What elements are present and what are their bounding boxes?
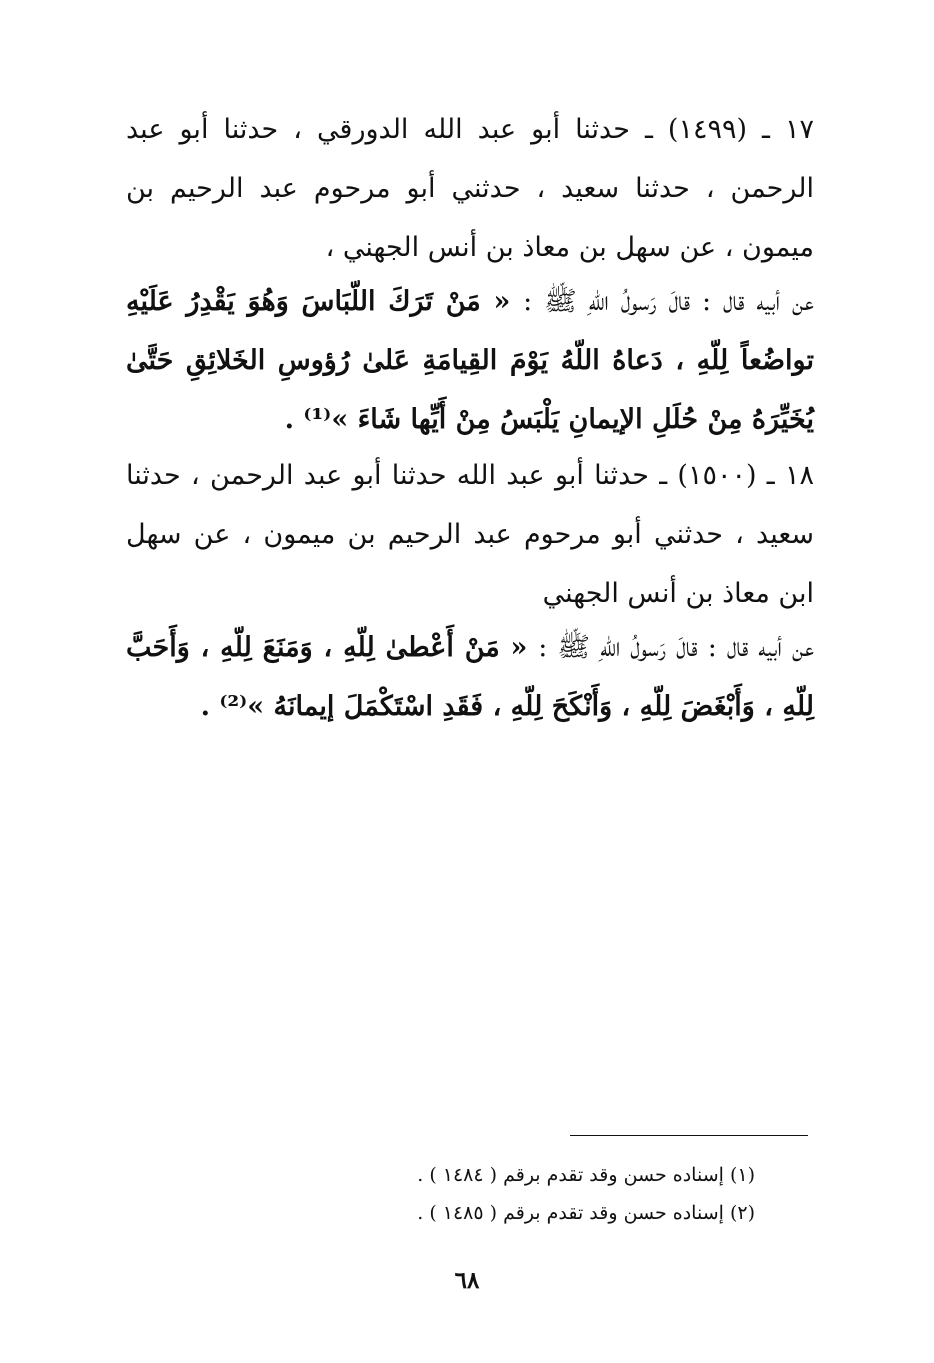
hadith-17 xyxy=(126,272,814,449)
page-number: ٦٨ xyxy=(454,1267,480,1294)
footnote-1: (١) إسناده حسن وقد تقدم برقم ( ١٤٨٤ ) . xyxy=(417,1164,755,1186)
isnad-18: ١٨ ـ (١٥٠٠) ـ حدثنا أبو عبد الله حدثنا أبو عبد الرحمن ، حدثنا سعيد ، حدثني أبو مرحوم عبد الرحيم بن ميمون ، عن سهل ابن معاذ بن أنس الجهني xyxy=(126,460,814,609)
hadith-17-text: « مَنْ تَرَكَ اللّبَاسَ وَهُوَ يَقْدِرُ عَلَيْهِ تواضُعاً لِلّهِ ، دَعاهُ اللّهُ يَوْمَ القِيامَةِ عَلىٰ رُؤوسِ الخَلائِقِ حَتَّىٰ يُخَيِّرَهُ مِنْ حُلَلِ الإيمانِ يَلْبَسُ مِنْ أَيِّها شَاءَ »⁽¹⁾ . xyxy=(126,286,814,435)
hadith-17-intro: عن أبيه قال : قالَ رَسولُ اللّهِ ﷺ : xyxy=(523,286,814,317)
hadith-18 xyxy=(126,618,814,736)
hadith-18-text: « مَنْ أَعْطىٰ لِلّهِ ، وَمَنَعَ لِلّهِ ، وَأَحَبَّ لِلّهِ ، وَأَبْغَضَ لِلّهِ ، وَأَنْكَحَ لِلّهِ ، فَقَدِ اسْتَكْمَلَ إيمانَهُ »⁽²⁾ . xyxy=(126,632,814,722)
hadith-18-intro: عن أبيه قال : قالَ رَسولُ اللّهِ ﷺ : xyxy=(538,632,815,663)
isnad-17: ١٧ ـ (١٤٩٩) ـ حدثنا أبو عبد الله الدورقي ، حدثنا أبو عبد الرحمن ، حدثنا سعيد ، حدثني أبو مرحوم عبد الرحيم بن ميمون ، عن سهل بن معاذ بن أنس الجهني ، xyxy=(126,114,815,263)
footnote-2: (٢) إسناده حسن وقد تقدم برقم ( ١٤٨٥ ) . xyxy=(417,1202,755,1224)
footnote-separator xyxy=(570,1135,808,1136)
